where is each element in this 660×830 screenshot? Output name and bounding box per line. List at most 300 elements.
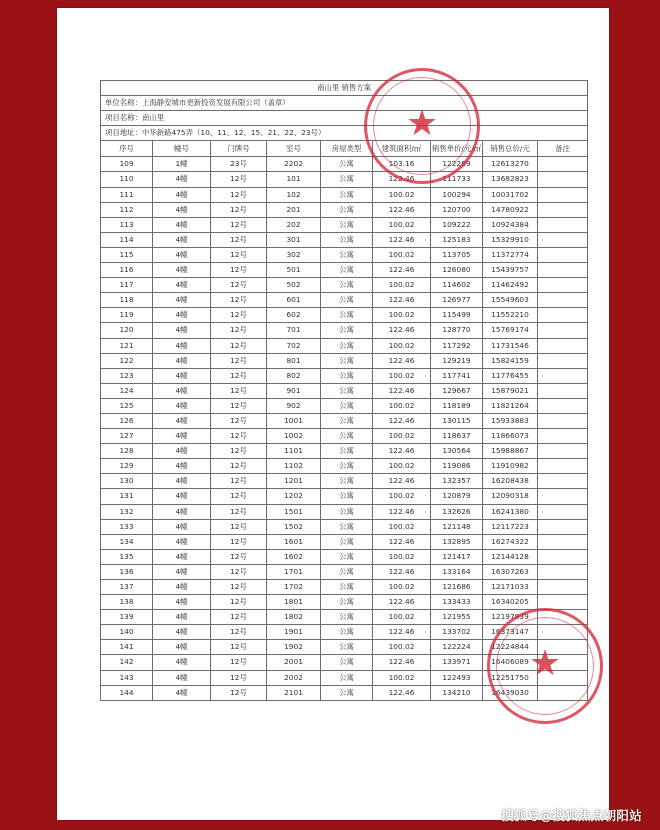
table-cell: 113 [101, 217, 153, 232]
table-cell: 12号 [211, 549, 267, 564]
table-row [101, 368, 588, 383]
table-cell: 1201 [267, 474, 321, 489]
table-cell: 1602 [267, 549, 321, 564]
table-cell: 130115 [431, 413, 483, 428]
table-cell [538, 247, 588, 262]
table-cell: 201 [267, 202, 321, 217]
table-cell: 122.46 [373, 564, 431, 579]
table-cell: 100.02 [373, 459, 431, 474]
table-cell: 112 [101, 202, 153, 217]
table-cell: 126977 [431, 293, 483, 308]
table-cell: 122.46 [373, 202, 431, 217]
table-cell [538, 278, 588, 293]
table-cell: 4幢 [153, 217, 211, 232]
table-cell: 12号 [211, 655, 267, 670]
table-cell: 302 [267, 247, 321, 262]
table-cell: 1801 [267, 595, 321, 610]
table-cell: 113705 [431, 247, 483, 262]
table-cell: 12号 [211, 474, 267, 489]
table-cell [538, 685, 588, 700]
address-value: 中华新路475弄（10、11、12、15、21、22、23号） [141, 128, 326, 138]
table-cell: 公寓 [321, 670, 373, 685]
table-cell: 122.46 [373, 534, 431, 549]
table-cell [538, 429, 588, 444]
table-cell: 公寓 [321, 323, 373, 338]
table-cell: 1101 [267, 444, 321, 459]
table-cell: 12号 [211, 308, 267, 323]
table-cell: 12号 [211, 338, 267, 353]
table-cell: 122.46 [373, 413, 431, 428]
table-cell: 501 [267, 263, 321, 278]
table-cell: 12号 [211, 247, 267, 262]
table-cell: 公寓 [321, 308, 373, 323]
table-cell: 公寓 [321, 232, 373, 247]
table-cell: 118189 [431, 398, 483, 413]
project-label: 项目名称： [105, 113, 142, 123]
table-cell: 12号 [211, 459, 267, 474]
table-cell: 102 [267, 187, 321, 202]
table-cell: 12号 [211, 278, 267, 293]
table-cell [538, 444, 588, 459]
table-cell: 公寓 [321, 504, 373, 519]
table-cell: 4幢 [153, 489, 211, 504]
table-row [101, 323, 588, 338]
table-cell: 12171033 [483, 580, 538, 595]
table-cell: 4幢 [153, 655, 211, 670]
table-cell: 602 [267, 308, 321, 323]
table-row [101, 549, 588, 564]
table-cell: 4幢 [153, 685, 211, 700]
header-cell: 备注 [538, 141, 588, 157]
table-cell: 12号 [211, 625, 267, 640]
table-cell: 121686 [431, 580, 483, 595]
table-cell: 4幢 [153, 308, 211, 323]
table-cell: 100.02 [373, 549, 431, 564]
table-row [101, 459, 588, 474]
table-row [101, 610, 588, 625]
table-cell: 122.46 [373, 625, 431, 640]
table-cell: 115499 [431, 308, 483, 323]
table-cell: 4幢 [153, 610, 211, 625]
table-cell: 公寓 [321, 263, 373, 278]
table-cell [538, 474, 588, 489]
table-cell: 134 [101, 534, 153, 549]
table-row [101, 263, 588, 278]
table-cell [538, 655, 588, 670]
table-row [101, 413, 588, 428]
table-row [101, 489, 588, 504]
table-cell: 100294 [431, 187, 483, 202]
table-cell: 141 [101, 640, 153, 655]
table-cell: 138 [101, 595, 153, 610]
table-cell: 132626 [431, 504, 483, 519]
table-cell: 11552210 [483, 308, 538, 323]
table-cell: 15824159 [483, 353, 538, 368]
table-cell: 132895 [431, 534, 483, 549]
table-cell: 4幢 [153, 353, 211, 368]
table-cell: 120879 [431, 489, 483, 504]
table-row [101, 398, 588, 413]
table-cell: 公寓 [321, 172, 373, 187]
table-cell [538, 323, 588, 338]
table-cell: 11776455 [483, 368, 538, 383]
table-cell: 127 [101, 429, 153, 444]
table-cell: 12号 [211, 172, 267, 187]
table-cell: 公寓 [321, 293, 373, 308]
table-cell: 12号 [211, 610, 267, 625]
table-cell: 10031702 [483, 187, 538, 202]
table-cell: 16307263 [483, 564, 538, 579]
table-cell: 4幢 [153, 338, 211, 353]
table-cell: 122.46 [373, 655, 431, 670]
title-row [101, 81, 588, 96]
table-row [101, 595, 588, 610]
table-cell: 126 [101, 413, 153, 428]
table-cell [538, 504, 588, 519]
table-cell: 10924384 [483, 217, 538, 232]
table-cell: 公寓 [321, 580, 373, 595]
table-cell: 133971 [431, 655, 483, 670]
sales-table [100, 80, 588, 701]
table-cell: 4幢 [153, 549, 211, 564]
unit-value: 上海静安城市更新投资发展有限公司（盖章） [141, 98, 290, 108]
table-cell: 公寓 [321, 655, 373, 670]
table-cell: 114 [101, 232, 153, 247]
table-cell: 15549603 [483, 293, 538, 308]
table-row [101, 187, 588, 202]
watermark-text: 搜狐号@搜狐焦点朝阳站 [501, 808, 642, 823]
table-cell: 12号 [211, 202, 267, 217]
table-cell: 100.02 [373, 187, 431, 202]
table-cell: 公寓 [321, 519, 373, 534]
table-cell: 100.02 [373, 640, 431, 655]
table-row [101, 685, 588, 700]
table-cell: 117 [101, 278, 153, 293]
table-row [101, 202, 588, 217]
table-cell: 公寓 [321, 640, 373, 655]
table-cell: 122269 [431, 157, 483, 172]
table-cell: 122.46 [373, 504, 431, 519]
table-cell [538, 640, 588, 655]
table-cell: 公寓 [321, 157, 373, 172]
table-cell: 901 [267, 383, 321, 398]
table-cell [538, 368, 588, 383]
table-cell: 2202 [267, 157, 321, 172]
table-cell [538, 625, 588, 640]
table-cell: 4幢 [153, 640, 211, 655]
table-cell: 4幢 [153, 444, 211, 459]
table-cell: 15933883 [483, 413, 538, 428]
table-cell: 公寓 [321, 489, 373, 504]
table-cell: 122.46 [373, 685, 431, 700]
table-row [101, 247, 588, 262]
table-cell: 4幢 [153, 278, 211, 293]
table-cell: 12号 [211, 444, 267, 459]
table-cell: 公寓 [321, 625, 373, 640]
table-cell: 801 [267, 353, 321, 368]
table-row [101, 519, 588, 534]
table-cell: 502 [267, 278, 321, 293]
table-cell: 1701 [267, 564, 321, 579]
table-cell: 16373147 [483, 625, 538, 640]
table-cell: 132 [101, 504, 153, 519]
table-cell [538, 202, 588, 217]
table-cell: 16439030 [483, 685, 538, 700]
table-cell [538, 595, 588, 610]
table-cell [538, 534, 588, 549]
table-cell: 125183 [431, 232, 483, 247]
table-cell: 1702 [267, 580, 321, 595]
address-row [101, 126, 588, 141]
table-cell [538, 564, 588, 579]
table-row [101, 580, 588, 595]
table-cell: 144 [101, 685, 153, 700]
star-seal-icon: ★ [364, 68, 480, 184]
table-cell: 4幢 [153, 368, 211, 383]
table-cell: 143 [101, 670, 153, 685]
table-cell: 公寓 [321, 353, 373, 368]
table-cell: 202 [267, 217, 321, 232]
table-cell: 126080 [431, 263, 483, 278]
table-cell: 16340205 [483, 595, 538, 610]
header-cell: 序号 [101, 141, 153, 157]
table-cell: 公寓 [321, 595, 373, 610]
table-cell: 11821264 [483, 398, 538, 413]
header-row [101, 141, 588, 157]
table-cell: 15769174 [483, 323, 538, 338]
header-cell: 销售总价/元 [483, 141, 538, 157]
table-row [101, 474, 588, 489]
table-cell: 135 [101, 549, 153, 564]
table-cell: 122493 [431, 670, 483, 685]
table-cell: 2002 [267, 670, 321, 685]
table-cell: 100.02 [373, 247, 431, 262]
table-cell: 16241380 [483, 504, 538, 519]
table-cell: 16274322 [483, 534, 538, 549]
table-cell: 111 [101, 187, 153, 202]
table-cell: 4幢 [153, 564, 211, 579]
table-cell: 702 [267, 338, 321, 353]
table-cell: 100.02 [373, 278, 431, 293]
table-cell: 119086 [431, 459, 483, 474]
table-cell: 12号 [211, 263, 267, 278]
table-cell: 100.02 [373, 670, 431, 685]
table-row [101, 534, 588, 549]
table-cell: 1102 [267, 459, 321, 474]
table-cell: 15439757 [483, 263, 538, 278]
table-cell: 118 [101, 293, 153, 308]
table-cell: 601 [267, 293, 321, 308]
table-cell: 11462492 [483, 278, 538, 293]
table-row [101, 172, 588, 187]
table-cell: 133 [101, 519, 153, 534]
table-cell: 4幢 [153, 172, 211, 187]
table-cell: 701 [267, 323, 321, 338]
star-seal-icon: ★ [487, 608, 603, 724]
table-cell: 133433 [431, 595, 483, 610]
table-cell [538, 413, 588, 428]
table-row [101, 308, 588, 323]
table-cell: 124 [101, 383, 153, 398]
header-cell: 房屋类型 [321, 141, 373, 157]
table-cell: 12251750 [483, 670, 538, 685]
table-cell: 1幢 [153, 157, 211, 172]
header-cell: 室号 [267, 141, 321, 157]
table-cell: 4幢 [153, 323, 211, 338]
table-cell: 公寓 [321, 610, 373, 625]
table-cell: 12号 [211, 398, 267, 413]
table-cell: 2001 [267, 655, 321, 670]
table-cell [538, 232, 588, 247]
table-cell [538, 353, 588, 368]
table-cell: 12090318 [483, 489, 538, 504]
table-cell: 134210 [431, 685, 483, 700]
table-cell: 122.46 [373, 595, 431, 610]
table-cell: 12号 [211, 564, 267, 579]
table-row [101, 338, 588, 353]
table-cell: 11910982 [483, 459, 538, 474]
table-cell: 100.02 [373, 429, 431, 444]
table-row [101, 278, 588, 293]
table-cell: 公寓 [321, 429, 373, 444]
table-cell: 100.02 [373, 308, 431, 323]
table-cell: 100.02 [373, 489, 431, 504]
table-cell: 137 [101, 580, 153, 595]
table-row [101, 640, 588, 655]
table-cell: 1501 [267, 504, 321, 519]
table-cell: 123 [101, 368, 153, 383]
table-cell: 12号 [211, 353, 267, 368]
table-cell: 136 [101, 564, 153, 579]
table-cell: 12号 [211, 685, 267, 700]
table-cell: 115 [101, 247, 153, 262]
table-cell: 139 [101, 610, 153, 625]
table-cell: 128 [101, 444, 153, 459]
table-cell [538, 670, 588, 685]
table-cell: 23号 [211, 157, 267, 172]
table-cell: 109222 [431, 217, 483, 232]
table-cell: 129667 [431, 383, 483, 398]
project-value: 南山里 [141, 113, 165, 123]
table-cell: 109 [101, 157, 153, 172]
table-row [101, 293, 588, 308]
table-cell: 122224 [431, 640, 483, 655]
table-cell: 12号 [211, 640, 267, 655]
table-cell: 118637 [431, 429, 483, 444]
table-cell: 301 [267, 232, 321, 247]
document-title: 南山里 销售方案 [101, 81, 588, 96]
table-cell: 公寓 [321, 202, 373, 217]
table-cell: 12号 [211, 323, 267, 338]
table-cell: 公寓 [321, 383, 373, 398]
table-cell: 4幢 [153, 595, 211, 610]
table-cell: 12号 [211, 489, 267, 504]
table-cell: 122.46 [373, 353, 431, 368]
table-cell: 4幢 [153, 504, 211, 519]
table-cell: 11731546 [483, 338, 538, 353]
table-cell: 12号 [211, 670, 267, 685]
table-cell: 132357 [431, 474, 483, 489]
table-cell: 100.02 [373, 217, 431, 232]
table-cell: 11866073 [483, 429, 538, 444]
table-cell: 12号 [211, 293, 267, 308]
table-cell [538, 293, 588, 308]
table-cell: 110 [101, 172, 153, 187]
project-row [101, 111, 588, 126]
table-cell: 116 [101, 263, 153, 278]
table-cell: 133702 [431, 625, 483, 640]
table-cell: 802 [267, 368, 321, 383]
table-cell: 13682823 [483, 172, 538, 187]
table-cell: 114602 [431, 278, 483, 293]
table-cell: 公寓 [321, 685, 373, 700]
table-cell [538, 338, 588, 353]
table-cell [538, 580, 588, 595]
table-cell: 公寓 [321, 549, 373, 564]
table-cell: 14780922 [483, 202, 538, 217]
table-cell: 公寓 [321, 413, 373, 428]
table-cell: 1002 [267, 429, 321, 444]
table-row [101, 353, 588, 368]
table-cell [538, 187, 588, 202]
table-cell: 128770 [431, 323, 483, 338]
table-cell: 12号 [211, 580, 267, 595]
table-cell: 4幢 [153, 534, 211, 549]
table-cell: 100.02 [373, 580, 431, 595]
table-row [101, 232, 588, 247]
table-row [101, 429, 588, 444]
address-label: 项目地址： [105, 128, 142, 138]
table-cell: 4幢 [153, 459, 211, 474]
header-cell: 幢号 [153, 141, 211, 157]
table-cell: 11372774 [483, 247, 538, 262]
table-cell: 12号 [211, 595, 267, 610]
table-cell: 公寓 [321, 187, 373, 202]
table-cell: 1901 [267, 625, 321, 640]
table-cell: 129219 [431, 353, 483, 368]
table-cell [538, 263, 588, 278]
table-cell: 4幢 [153, 413, 211, 428]
table-cell: 公寓 [321, 534, 373, 549]
table-cell: 117741 [431, 368, 483, 383]
table-cell [538, 217, 588, 232]
table-cell: 119 [101, 308, 153, 323]
table-cell: 2101 [267, 685, 321, 700]
table-cell: 公寓 [321, 444, 373, 459]
table-cell: 1802 [267, 610, 321, 625]
table-cell: 12号 [211, 187, 267, 202]
table-cell: 公寓 [321, 247, 373, 262]
table-cell: 122.46 [373, 172, 431, 187]
table-cell: 12号 [211, 232, 267, 247]
table-cell: 1601 [267, 534, 321, 549]
table-cell [538, 398, 588, 413]
header-cell: 销售单价/元/㎡ [431, 141, 483, 157]
table-row [101, 157, 588, 172]
table-cell: 122.46 [373, 323, 431, 338]
table-cell: 公寓 [321, 338, 373, 353]
table-cell: 122 [101, 353, 153, 368]
table-cell: 130 [101, 474, 153, 489]
table-cell: 4幢 [153, 670, 211, 685]
table-cell: 12号 [211, 519, 267, 534]
table-cell [538, 519, 588, 534]
table-cell: 4幢 [153, 625, 211, 640]
table-cell: 12号 [211, 383, 267, 398]
table-cell: 4幢 [153, 187, 211, 202]
table-cell: 12号 [211, 217, 267, 232]
table-cell: 4幢 [153, 247, 211, 262]
